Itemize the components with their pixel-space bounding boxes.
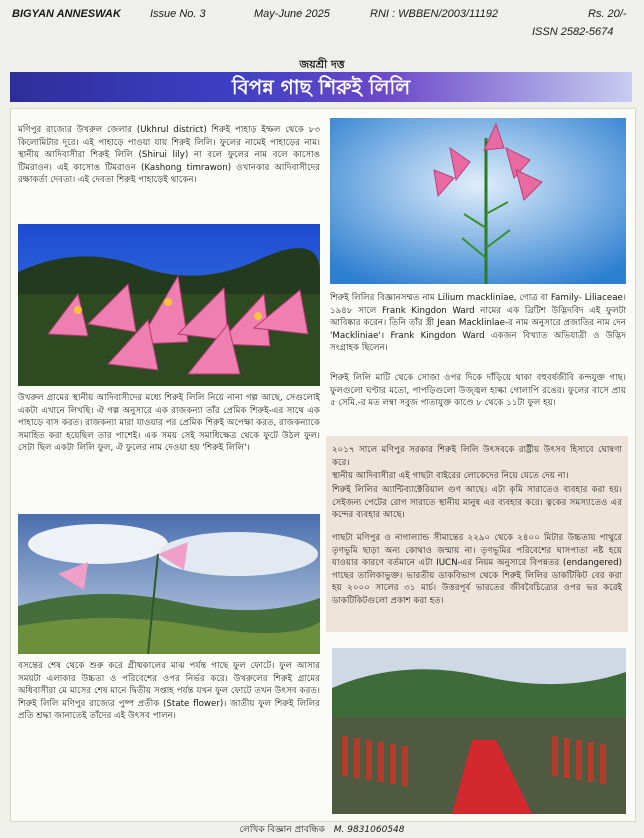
magazine-name: BIGYAN ANNESWAK [12,8,121,20]
issue-number: Issue No. 3 [150,8,206,20]
article-title: বিপন্ন গাছ শিরুই লিলি [10,72,632,102]
masthead [0,0,644,52]
rni-number: RNI : WBBEN/2003/11192 [370,8,498,20]
issue-date: May-June 2025 [254,8,330,20]
legend-paragraph: উখরুল গ্রামের স্থানীয় আদিবাসীদের মধ্যে শিরুই লিলি নিয়ে নানা গল্প আছে, সেগুলোই একটা এখানে লিখছি। ঐ গল্প অনুসারে এক রাজকন্যা তাঁর প্রেমিক শিরুই-এর সাথে এক পাহাড়ে বাস করত। রাজকন্যা মারা যাওয়ার পর প্রেমিক শিরুই অপেক্ষা করত, রাজকন্যাকে সমাহিত করা হয়েছিল তার পাশেই। এক সময় সেই সমাধিক্ষেত্র থেকে ফুটে উঠল ফুল। সেটা ছিল একটা লিলি ফুল, ঐ ফুলের নাম দেওয়া হয় 'শিরুই লিলি'। [18,393,320,454]
state-festival-paragraph: ২০১৭ সালে মণিপুর সরকার শিরুই লিলি উৎসবকে রাষ্ট্রীয় উৎসব হিসাবে ঘোষণা করে। [332,445,622,468]
medicinal-use-paragraph: শিরুই লিলির অ্যান্টিব্যাক্টেরিয়াল গুণ আছে। এটা কৃমি সারাতেও ব্যবহার করা হয়। সেইজন্য পেটের রোগ সারাতে স্থানীয় মানুষ এর ব্যবহার করে। ত্বকের সমস্যাতেও এর কন্দের ব্যবহার আছে। [332,485,622,521]
price: Rs. 20/- [588,8,627,20]
habitat-paragraph: গাছটা মণিপুর ও নাগাল্যান্ড সীমান্তের ২২৯০ থেকে ২৪০০ মিটার উচ্চতায় পাথুরে তৃণভূমি ছাড়া অন্য কোথাও জন্মায় না। তৃণভূমির পরিবেশের ঘাসপাতা নষ্ট হয়ে যাওয়ার কারণে বর্তমানে এটা IUCN-এর নিয়ম অনুসারে বিপন্নতর (endangered) গাছের তালিকাভুক্ত। ভারতীয় ডাকবিভাগ থেকে শিরুই লিলির ডাকটিকিট বের করা হয় ২০০০ সালের ৩১ মার্চ। উত্তরপূর্ব ভারতের জীববৈচিত্র্যের ওপর ভর করেই ডাকটিকিটগুলো প্রকাশ করা হত। [332,533,622,606]
hill-landscape-photo [18,514,320,654]
single-lily-photo [330,118,626,284]
festival-parade-photo [332,648,626,814]
issn: ISSN 2582-5674 [532,26,614,38]
author-description: লেখিক বিজ্ঞান প্রাবন্ধিক [239,825,325,835]
plant-description-paragraph: শিরুই লিলি মাটি থেকে সোজা ওপর দিকে দাঁড়িয়ে থাকা বহুবর্ষজীবি কন্দযুক্ত গাছ। ফুলগুলো ঘণ্টার মতো, পাপড়িগুলো উজ্জ্বল হাল্কা গোলাপি রঙের। ফুলের বাসে প্রায় ৫ সেমি.-র মত লম্বা সবুজ পাতাযুক্ত কাণ্ডে ৮ থেকে ১১টা ফুল হয়। [330,373,626,409]
festival-paragraph: বসন্তের শেষ থেকে শুরু করে গ্রীষ্মকালের মাঝ পর্যন্ত গাছে ফুল ফোটে। ফুল আসার সময়টা এলাকার উচ্চতা ও পরিবেশের ওপর নির্ভর করে। উখরুলের শিরুই গ্রামের অধিবাসীরা মে মাসের শেষ মানে দ্বিতীয় সপ্তাহ পর্যন্ত যখন ফুল ফোটে তখন উৎসব করত। শিরুই লিলি মণিপুর রাজ্যের পুষ্প প্রতীক (State flower)। জাতীয় ফুল শিরুই লিলির প্রতি শ্রদ্ধা জানাতেই তাঁদের এই উৎসব পালন। [18,661,320,722]
author-name: জয়শ্রী দত্ত [299,58,345,71]
tribe-protection-paragraph: স্থানীয় আদিবাসীরা এই গাছটা বাইরের লোকেদের নিয়ে যেতে দেয় না। [332,471,569,481]
author-note [0,822,644,837]
author-phone: M. 9831060548 [333,825,405,835]
scientific-name-paragraph: শিরুই লিলির বিজ্ঞানসম্মত নাম Lilium mackliniae, গোত্র বা Family- Liliaceae। ১৯৪৮ সালে Frank Kingdon Ward নামের এক ব্রিটিশ উদ্ভিদবিদ এই ফুলটা আবিষ্কার করেন। তিনি তাঁর স্ত্রী Jean Macklinlae-র নাম অনুসারে প্রজাতির নাম দেন 'Mackliniae'। Frank Kingdon Ward একজন বিখ্যাত অভিযাত্রী ও উদ্ভিদ সংগ্রাহক ছিলেন। [330,293,626,354]
lily-field-photo [18,224,320,386]
intro-paragraph: মণিপুর রাজ্যের উখরুল জেলার (Ukhrul district) শিরুই পাহাড় ইম্ফল থেকে ৮৩ কিলোমিটার দূরে। এই পাহাড়ে পাওয়া যায় শিরুই লিলি। ফুলের নামেই পাহাড়ের নাম। স্থানীয় আদিবাসীরা শিরুই লিলি (Shirui lily) না বলে ফুলের নাম বলে কাসোঙ টিমরাওন। এই কাসোঙ টিমরাওন (Kashong timrawon) ওখানকার আদিবাসীদের রক্ষাকর্তা দেবতা। এই দেবতা শিরুই পাহাড়েই থাকেন। [18,125,320,186]
